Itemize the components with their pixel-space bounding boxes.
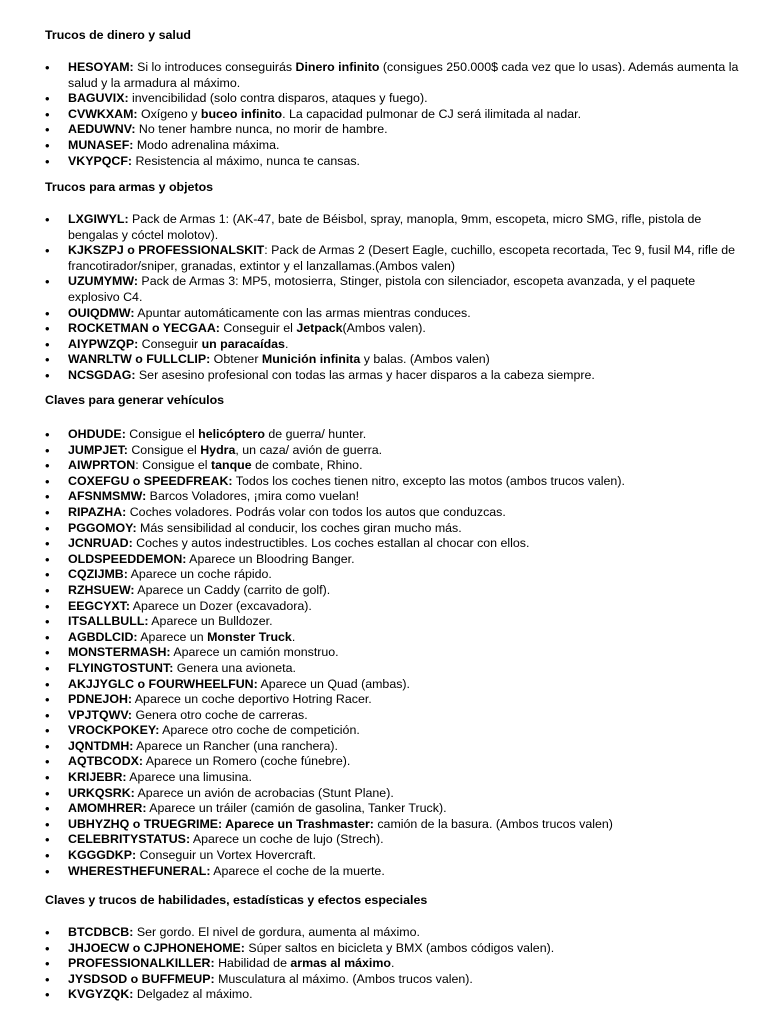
item-code: MONSTERMASH: [68,645,171,660]
item-text: Aparece un [137,629,208,644]
item-code: BAGUVIX: [68,91,129,106]
item-text: Pack de Armas 1: (AK-47, bate de Béisbol, spray, manopla, 9mm, escopeta, micro SMG, rifle, pistola de bengalas y cóctel molotov). [68,212,702,242]
item-code: JYSDSOD o BUFFMEUP: [68,971,215,986]
list-item [45,864,745,880]
item-code: armas al máximo [290,956,391,971]
item-code: Dinero infinito [295,60,380,74]
item-code: EEGCYXT: [68,598,130,613]
item-text: : Consigue el [135,458,211,473]
item-text: Aparece un Rancher (una ranchera). [133,738,338,753]
item-code: KRIJEBR: [68,770,127,785]
item-code: AGBDLCID: [68,629,138,644]
item-text: Coches y autos indestructibles. Los coches estallan al chocar con ellos. [132,536,530,551]
list-item [45,614,745,630]
list-item [45,274,745,305]
list-item [45,723,745,739]
item-code: AEDUWNV: [68,122,136,137]
item-text: Aparece un coche de lujo (Strech). [190,832,384,847]
item-text: Pack de Armas 3: MP5, motosierra, Stinger, pistola con silenciador, escopeta avanzada, y el paquete explosivo C4. [68,274,696,304]
list-item [45,91,745,107]
section-heading-money-health: Trucos de dinero y salud [45,28,191,42]
item-code: Monster Truck [207,629,292,644]
list-item [45,987,745,1003]
list-item [45,801,745,817]
list-item [45,212,745,243]
item-code: OHDUDE: [68,427,126,441]
item-code: JUMPJET: [68,442,128,457]
item-text: Más sensibilidad al conducir, los coches giran mucho más. [136,520,462,535]
list-item [45,677,745,693]
item-text: Súper saltos en bicicleta y BMX (ambos códigos valen). [244,940,555,955]
item-text: Obtener [210,352,262,367]
list-item [45,708,745,724]
list-item [45,443,745,459]
list-item [45,832,745,848]
item-code: BTCDBCB: [68,925,134,939]
item-code: VROCKPOKEY: [68,723,160,738]
list-item [45,848,745,864]
item-text: Modo adrenalina máxima. [133,137,280,152]
item-code: WHERESTHEFUNERAL: [68,863,211,878]
item-code: PROFESSIONALKILLER: [68,956,215,971]
item-text: Aparece una limusina. [126,770,252,785]
list-item [45,754,745,770]
item-code: ROCKETMAN o YECGAA: [68,321,220,336]
list-item [45,692,745,708]
list-item [45,770,745,786]
list-item [45,368,745,384]
item-code: CVWKXAM: [68,106,138,121]
list-item [45,505,745,521]
list-item [45,474,745,490]
list-item [45,427,745,443]
item-text: . [390,956,395,971]
item-text: Coches voladores. Podrás volar con todos los autos que conduzcas. [126,504,506,519]
item-code: helicóptero [198,427,265,441]
item-text: Consigue el [127,442,201,457]
item-text: Aparece otro coche de competición. [159,723,360,738]
item-text: (Ambos valen). [342,321,426,336]
item-code: OUIQDMW: [68,305,135,320]
item-code: JCNRUAD: [68,536,133,551]
item-text: Aparece un camión monstruo. [170,645,339,660]
item-text: , un caza/ avión de guerra. [235,442,383,457]
item-code: AIYPWZQP: [68,336,139,351]
item-code: HESOYAM: [68,60,134,74]
item-code: RZHSUEW: [68,582,135,597]
item-code: AQTBCODX: [68,754,144,769]
item-text: Aparece un tráiler (camión de gasolina, Tanker Truck). [146,801,447,816]
item-text: Consigue el [125,427,199,441]
item-text: Conseguir [138,336,202,351]
item-text: Delgadez al máximo. [133,987,253,1002]
item-text: Aparece el coche de la muerte. [210,863,385,878]
item-text: Aparece un Bulldozer. [148,614,273,629]
list-item [45,521,745,537]
list-vehicles [45,427,745,879]
item-code: FLYINGTOSTUNT: [68,660,174,675]
item-code: buceo infinito [200,106,283,121]
item-text: Genera una avioneta. [173,660,296,675]
item-text: Conseguir el [219,321,297,336]
item-text: y balas. (Ambos valen) [360,352,490,367]
item-code: VPJTQWV: [68,707,133,722]
item-code: KGGGDKP: [68,848,137,863]
item-code: URKQSRK: [68,785,135,800]
item-code: AMOMHRER: [68,801,147,816]
list-item [45,925,745,941]
item-code: ITSALLBULL: [68,614,149,629]
item-code: WANRLTW o FULLCLIP: [68,352,211,367]
item-text: Apuntar automáticamente con las armas mientras conduces. [134,305,471,320]
list-item [45,154,745,170]
item-text: No tener hambre nunca, no morir de hambre. [135,122,388,137]
item-code: CELEBRITYSTATUS: [68,832,191,847]
item-text: Musculatura al máximo. (Ambos trucos valen). [214,971,473,986]
item-text: Ser gordo. El nivel de gordura, aumenta al máximo. [133,925,420,939]
list-item [45,337,745,353]
item-text: Aparece un coche rápido. [127,567,272,582]
item-code: MUNASEF: [68,137,134,152]
item-text: Aparece un Caddy (carrito de golf). [134,582,331,597]
item-code: CQZIJMB: [68,567,128,582]
item-text: (consigues 250.000$ cada vez que lo usas). Además aumenta la salud y la armadura al máximo. [68,60,739,90]
list-item [45,306,745,322]
item-text: : Pack de Armas 2 (Desert Eagle, cuchillo, escopeta recortada, Tec 9, fusil M4, rifle de francotirador/sniper, granadas, extintor y el lanzallamas.(Ambos valen) [68,243,736,273]
item-code: tanque [211,458,252,473]
item-text: Aparece un Bloodring Banger. [186,551,355,566]
list-item [45,138,745,154]
list-item [45,489,745,505]
list-item [45,630,745,646]
item-code: PDNEJOH: [68,692,133,707]
item-text: Resistencia al máximo, nunca te cansas. [132,153,360,168]
list-item [45,552,745,568]
item-text: . [291,629,296,644]
item-code: JQNTDMH: [68,738,134,753]
list-weapons [45,212,745,384]
list-item [45,567,745,583]
list-item [45,536,745,552]
item-code: Jetpack [296,321,343,336]
list-item [45,599,745,615]
item-code: UBHYZHQ o TRUEGRIME: Aparece un Trashmaster: [68,816,374,831]
item-text: . [284,336,289,351]
item-text: Aparece un Romero (coche fúnebre). [143,754,351,769]
item-text: . La capacidad pulmonar de CJ será ilimitada al nadar. [282,106,582,121]
list-item [45,972,745,988]
item-code: UZUMYMW: [68,274,138,289]
item-code: NCSGDAG: [68,367,136,382]
list-item [45,321,745,337]
list-item [45,739,745,755]
list-item [45,956,745,972]
list-item [45,645,745,661]
list-item [45,122,745,138]
list-item [45,352,745,368]
item-text: Conseguir un Vortex Hovercraft. [136,848,316,863]
item-text: Aparece un Dozer (excavadora). [129,598,312,613]
item-code: Munición infinita [261,352,361,367]
item-text: de combate, Rhino. [251,458,363,473]
item-text: Aparece un Quad (ambas). [257,676,410,691]
item-code: AKJJYGLC o FOURWHEELFUN: [68,676,258,691]
list-item [45,661,745,677]
item-code: AIWPRTON [68,458,136,473]
section-heading-vehicles: Claves para generar vehículos [45,393,225,407]
item-text: Aparece un coche deportivo Hotring Racer. [132,692,372,707]
item-code: un paracaídas [201,336,285,351]
list-item [45,941,745,957]
item-code: OLDSPEEDDEMON: [68,551,187,566]
list-item [45,583,745,599]
section-heading-skills: Claves y trucos de habilidades, estadísticas y efectos especiales [45,893,428,907]
item-code: PGGOMOY: [68,520,137,535]
item-code: LXGIWYL: [68,212,129,226]
item-text: Barcos Voladores, ¡mira como vuelan! [146,489,360,504]
item-code: COXEFGU o SPEEDFREAK: [68,473,233,488]
item-code: AFSNMSMW: [68,489,147,504]
item-text: de guerra/ hunter. [264,427,367,441]
list-item [45,817,745,833]
section-heading-weapons: Trucos para armas y objetos [45,180,214,194]
item-text: Ser asesino profesional con todas las armas y hacer disparos a la cabeza siempre. [135,367,595,382]
item-text: camión de la basura. (Ambos trucos valen) [373,816,613,831]
item-code: KVGYZQK: [68,987,134,1002]
item-code: VKYPQCF: [68,153,133,168]
item-text: Oxígeno y [137,106,201,121]
list-item [45,243,745,274]
item-text: Si lo introduces conseguirás [133,60,296,74]
item-text: Habilidad de [214,956,291,971]
item-text: Genera otro coche de carreras. [132,707,308,722]
item-text: invencibilidad (solo contra disparos, ataques y fuego). [128,91,428,106]
list-item [45,107,745,123]
item-code: Hydra [200,442,236,457]
list-skills [45,925,745,1003]
item-code: KJKSZPJ o PROFESSIONALSKIT [68,243,265,258]
item-code: JHJOECW o CJPHONEHOME: [68,940,245,955]
item-text: Todos los coches tienen nitro, excepto las motos (ambos trucos valen). [232,473,625,488]
item-code: RIPAZHA: [68,504,127,519]
list-item [45,60,745,91]
list-item [45,786,745,802]
list-money-health [45,60,745,169]
list-item [45,458,745,474]
item-text: Aparece un avión de acrobacias (Stunt Plane). [134,785,394,800]
